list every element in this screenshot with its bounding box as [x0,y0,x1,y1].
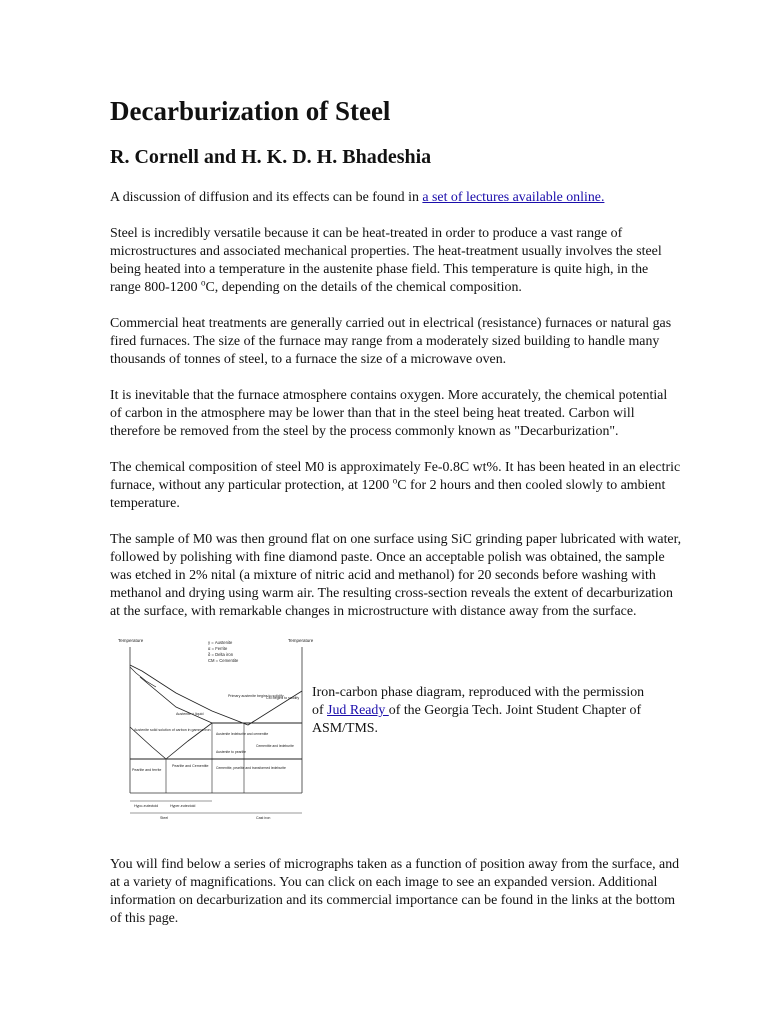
diagram-hyper-eutectoid: Hyper-eutectoid [170,804,196,808]
diagram-cm-begins: CM begins to solidify [266,696,300,700]
diagram-legend-delta: δ = Delta iron [208,652,234,657]
diagram-legend-austenite: γ = Austenite [208,640,233,645]
diagram-axis-left-label: Temperature [118,638,144,643]
figure [110,635,682,835]
degree-sup: o [201,277,206,288]
diagram-cementite-pearlite-ledeburite: Cementite, pearlite and transformed ledeburite [216,766,286,770]
diagram-pearlite-ferrite: Pearlite and ferrite [132,768,162,772]
paragraph-preparation: The sample of M0 was then ground flat on one surface using SiC grinding paper lubricated with water, followed by polishing with fine diamond paste. Once an acceptable polish was obtained, the sample was etched in 2% nital (a mixture of nitric acid and methanol) for 20 seconds before washing with methanol and drying using warm air. The resulting cross-section reveals the extent of decarburization at the surface, with remarkable changes in microstructure with distance away from the surface. [110,532,682,619]
paragraph-text: Steel is incredibly versatile because it can be heat-treated in order to produce a vast range of microstructures and associated mechanical properties. The heat-treatment usually involves the steel being heated into a temperature in the austenite phase field. This temperature is quite high, in the range 800-1200 [110,226,662,295]
diagram-austenite-to-pearlite: Austenite to pearlite [216,750,246,754]
diagram-legend-cementite: CM = Cementite [208,658,239,663]
figure-caption [312,684,652,738]
diagram-primary-austenite: Primary austenite begins to solidify [228,694,284,698]
diagram-cementite-ledeburite: Cementite and ledeburite [256,744,294,748]
caption-text: Iron-carbon phase diagram, reproduced with the permission of [312,685,645,718]
diagram-austenite-solid-solution: Austenite solid solution of carbon in gamma iron [134,728,211,732]
degree-sup: o [392,475,398,486]
diagram-pearlite-cementite: Pearlite and Cementite [172,764,209,768]
diagram-legend-ferrite: α = Ferrite [208,646,228,651]
intro-text: A discussion of diffusion and its effects can be found in [110,190,423,205]
lectures-link[interactable]: a set of lectures available online. [422,190,605,205]
diagram-cast-iron: Cast iron [256,816,271,820]
paragraph-furnaces: Commercial heat treatments are generally carried out in electrical (resistance) furnaces or natural gas fired furnaces. The size of the furnace may range from a moderately sized building to handle many thousands of tonnes of steel, to a furnace the size of a microwave oven. [110,316,672,367]
paragraph-text: The chemical composition of steel M0 is approximately Fe-0.8C wt%. It has been heated in an electric furnace, without any particular protection, at 1200 [110,460,681,493]
caption-text: of the Georgia Tech. Joint Student Chapter of ASM/TMS. [312,703,642,736]
paragraph-composition [110,459,682,513]
authors-heading: R. Cornell and H. K. D. H. Bhadeshia [110,146,432,168]
paragraph-text: C, depending on the details of the chemical composition. [205,280,522,295]
iron-carbon-phase-diagram[interactable] [116,635,316,829]
diagram-axis-right-label: Temperature [288,638,314,643]
diagram-austenite-liquid: Austenite + liquid [176,712,204,716]
diagram-hypo-eutectoid: Hypo-eutectoid [134,804,159,808]
paragraph-versatility [110,225,682,297]
diagram-steel: Steel [160,816,169,820]
paragraph-micrographs: You will find below a series of micrographs taken as a function of position away from the surface, and at a variety of magnifications. You can click on each image to see an expanded version. Additional information on decarburization and its commercial importance can be found in the links at the bottom of this page. [110,857,680,926]
diagram-austenite-ledeburite: Austenite ledeburite and cementite [216,732,269,736]
page-title: Decarburization of Steel [110,96,391,126]
article [110,96,682,928]
jud-ready-link[interactable]: Jud Ready [327,703,389,718]
intro-paragraph [110,189,682,207]
paragraph-oxygen: It is inevitable that the furnace atmosphere contains oxygen. More accurately, the chemical potential of carbon in the atmosphere may be lower than that in the steel being heat treated. Carbon will therefore be removed from the steel by the process commonly known as "Decarburization". [110,388,668,439]
paragraph-text: C for 2 hours and then cooled slowly to ambient temperature. [110,478,666,511]
